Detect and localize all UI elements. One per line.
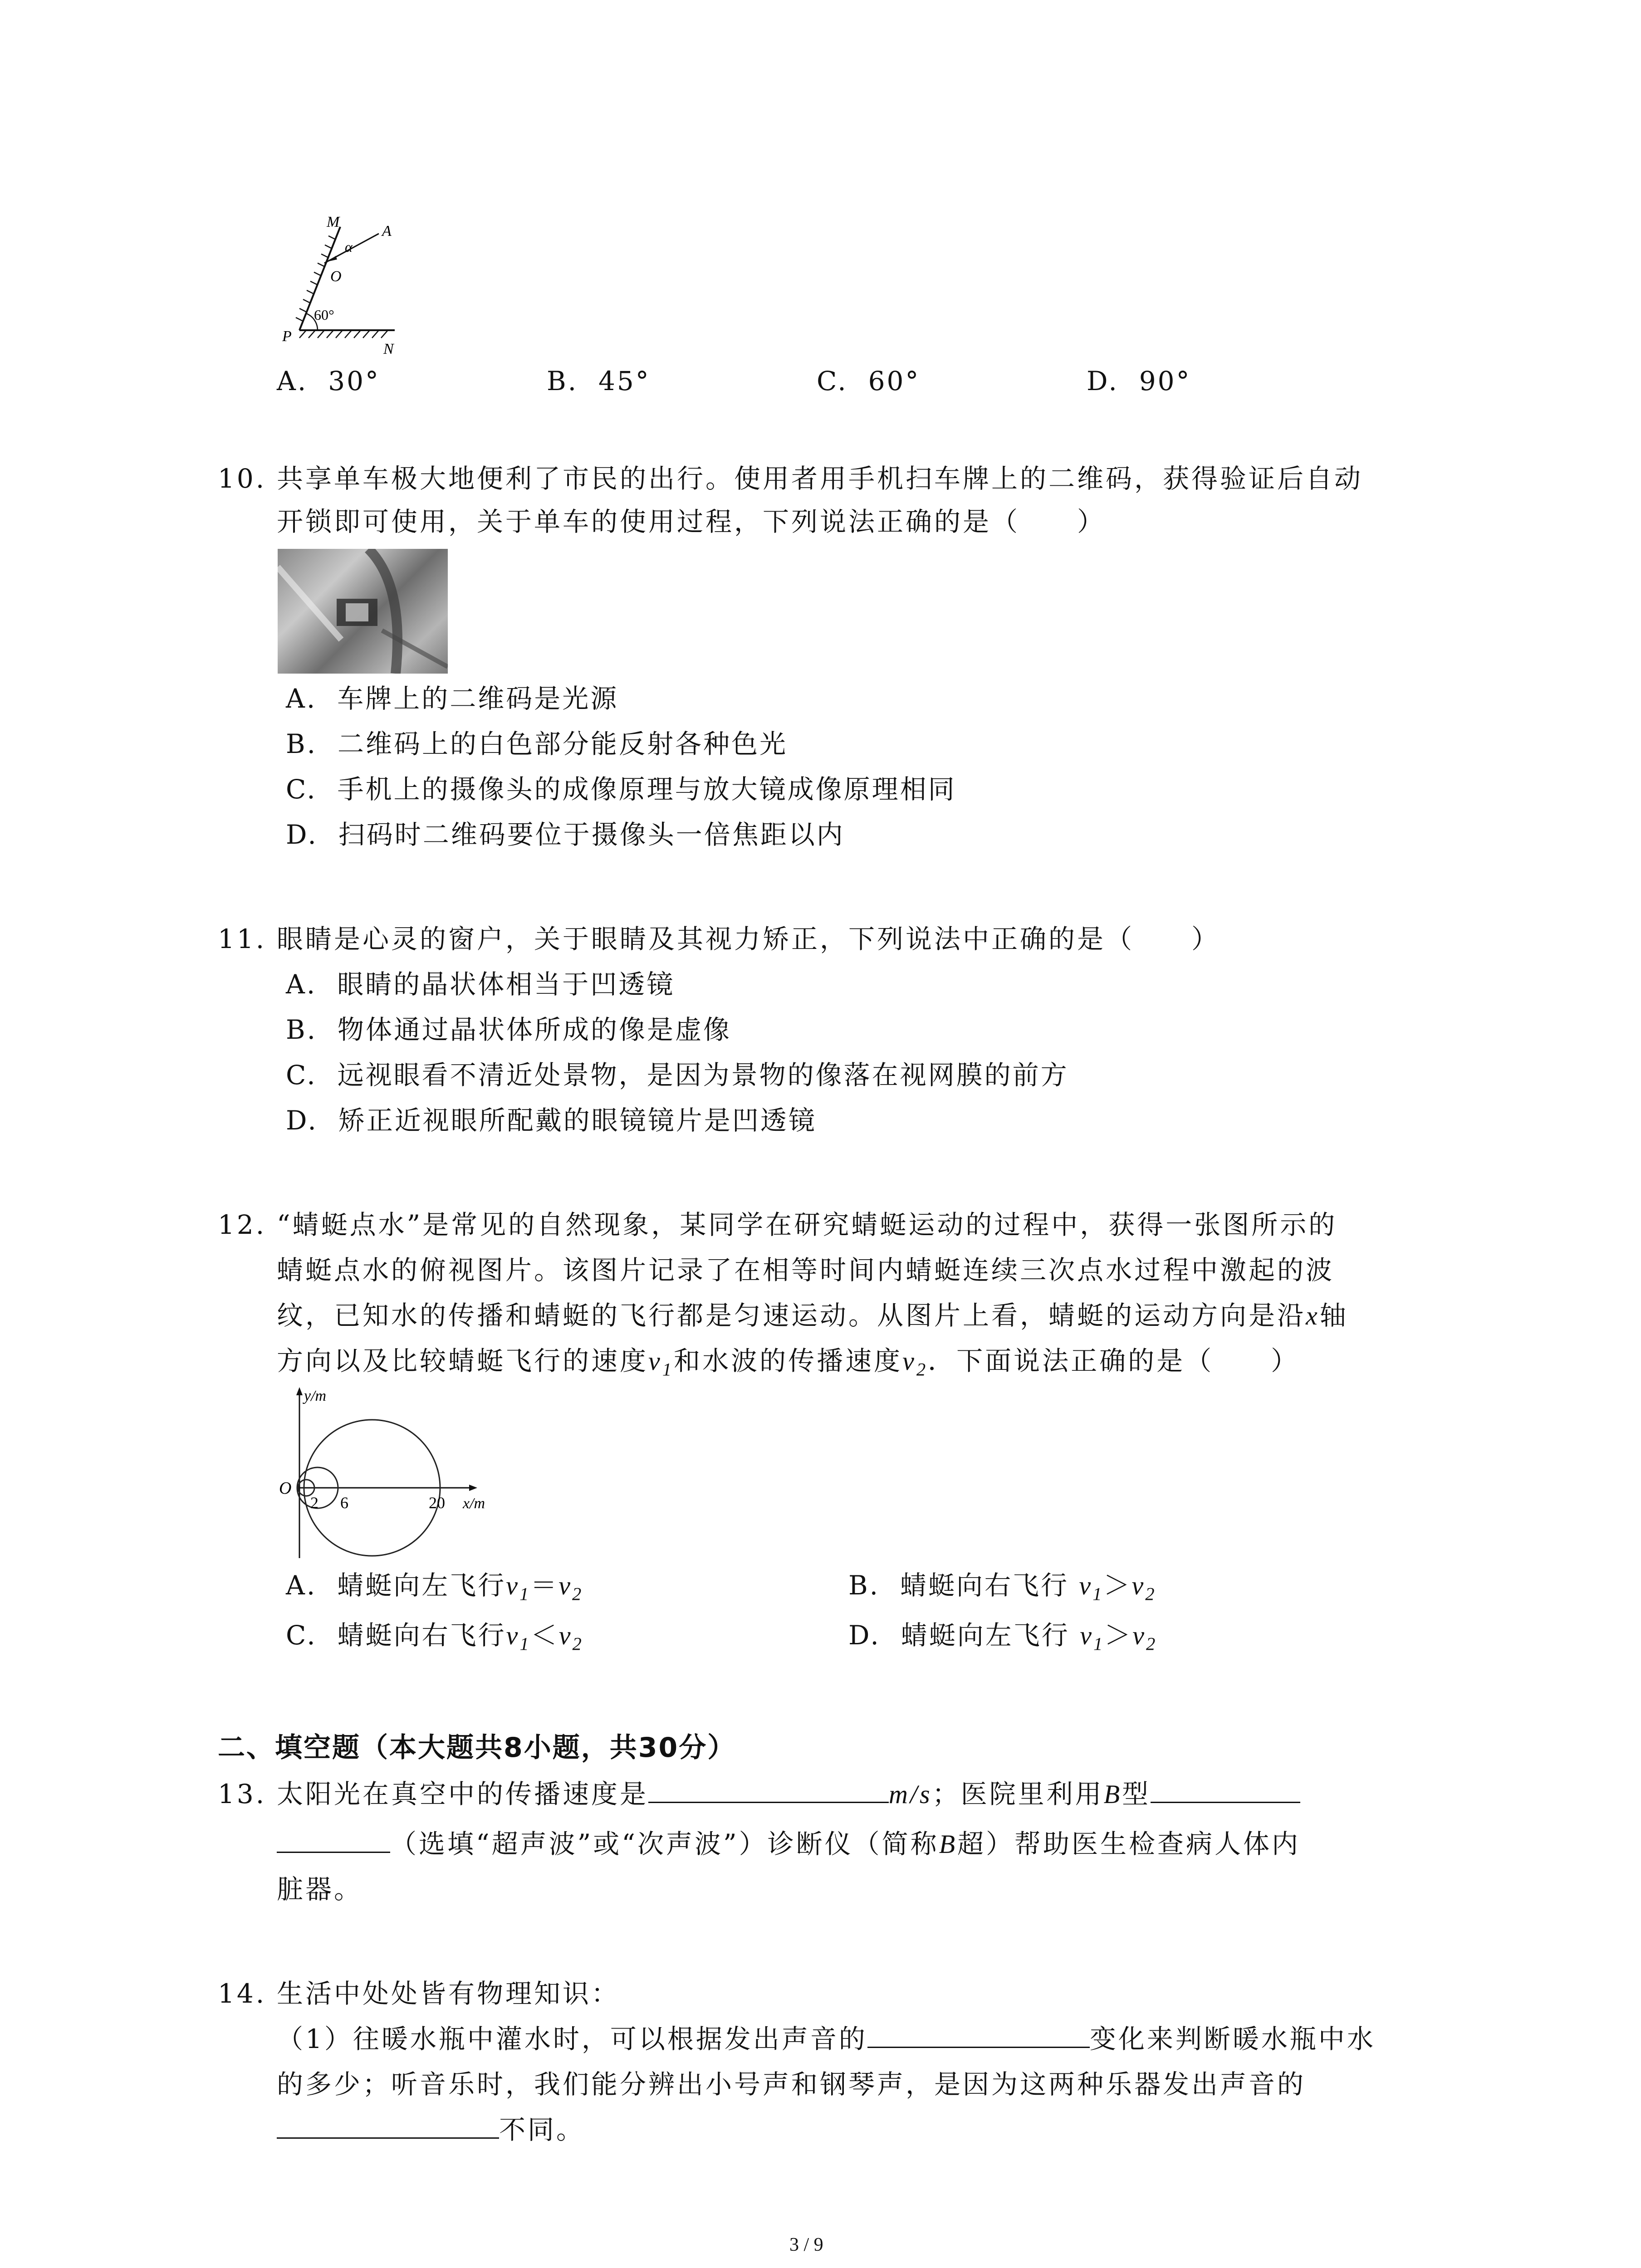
q14-part1-end: 变化来判断暖水瓶中水 [1089, 2024, 1376, 2054]
q9-reflection-figure [254, 209, 426, 363]
option-letter: A. [286, 1570, 317, 1601]
q9-label-P: P [282, 328, 292, 345]
q13-line1 [277, 1778, 1300, 1810]
q13-line2 [277, 1828, 1300, 1860]
q10-stem-line2: 开锁即可使用，关于单车的使用过程，下列说法正确的是（ ） [277, 506, 1106, 537]
q13-B-symbol: B [1103, 1779, 1122, 1809]
q9-label-O: O [330, 268, 342, 285]
q9-option-c[interactable] [817, 365, 920, 397]
q10-option-a[interactable] [286, 683, 618, 714]
q13-blank-wave-part1[interactable] [1151, 1778, 1300, 1803]
q11-stem: 眼睛是心灵的窗户，关于眼睛及其视力矫正，下列说法中正确的是（ ） [277, 924, 1220, 954]
v1-symbol: $v_1$ [506, 1621, 531, 1654]
option-letter: D. [848, 1620, 881, 1651]
q14-part1-line2: 的多少；听音乐时，我们能分辨出小号声和钢琴声，是因为这两种乐器发出声音的 [277, 2069, 1306, 2100]
q13-line1-text: 太阳光在真空中的传播速度是 [277, 1779, 649, 1809]
option-relation: ＞ [1104, 1620, 1133, 1651]
option-text: 物体通过晶状体所成的像是虚像 [337, 1014, 731, 1045]
option-letter: C. [286, 1060, 317, 1090]
q12-line3-text: 纹，已知水的传播和蜻蜓的飞行都是匀速运动。从图片上看，蜻蜓的运动方向是沿 [277, 1300, 1306, 1331]
q9-option-a[interactable] [277, 365, 380, 397]
q13-line1-mid: ；医院里利用 [932, 1779, 1104, 1809]
q14-number: 14. [218, 1978, 267, 2009]
option-letter: A. [286, 969, 317, 1000]
q14-part1-line3-end: 不同。 [499, 2114, 585, 2145]
option-letter: C. [286, 774, 317, 805]
q9-label-M: M [327, 214, 340, 230]
q10-option-c[interactable] [286, 773, 956, 805]
section-heading: 二、填空题（本大题共8小题，共30分） [218, 1732, 736, 1764]
q12-origin-label: O [279, 1479, 292, 1498]
q14-blank-timbre[interactable] [277, 2114, 499, 2139]
q12-option-c[interactable] [286, 1619, 583, 1660]
option-text: 45° [598, 366, 651, 396]
q10-option-b[interactable] [286, 728, 788, 760]
option-letter: A. [277, 366, 308, 396]
option-text: 蜻蜓向左飞行 [337, 1570, 506, 1601]
option-text: 车牌上的二维码是光源 [337, 683, 619, 714]
option-text: 手机上的摄像头的成像原理与放大镜成像原理相同 [337, 774, 956, 805]
q10-option-d[interactable] [286, 819, 845, 850]
q12-tick-20: 20 [429, 1494, 445, 1512]
q12-tick-2: 2 [310, 1494, 318, 1512]
q13-line2-text: （选填“超声波”或“次声波”）诊断仪（简称 [390, 1828, 939, 1859]
option-text: 90° [1139, 366, 1191, 396]
q12-wave-figure [272, 1383, 526, 1565]
q13-blank-wave-part2[interactable] [277, 1828, 390, 1853]
q12-option-d[interactable] [848, 1619, 1157, 1660]
v2-symbol: $v_2$ [558, 1621, 583, 1654]
q12-line4-end: ．下面说法正确的是（ ） [928, 1345, 1300, 1376]
v1-symbol: $v_1$ [1080, 1621, 1105, 1654]
q9-label-N: N [383, 341, 394, 357]
q14-part1-text: （1）往暖水瓶中灌水时，可以根据发出声音的 [277, 2024, 867, 2054]
v2-symbol: $v_2$ [1132, 1621, 1157, 1654]
q11-option-a[interactable] [286, 968, 675, 1000]
q13-blank-speed[interactable] [648, 1778, 889, 1803]
q9-label-alpha: α [345, 239, 353, 255]
option-text: 眼睛的晶状体相当于凹透镜 [337, 969, 675, 1000]
q10-bike-photo [278, 549, 448, 674]
option-text: 二维码上的白色部分能反射各种色光 [337, 728, 788, 759]
q11-option-d[interactable] [286, 1105, 817, 1136]
v1-symbol: $v_1$ [1079, 1571, 1104, 1604]
q13-number: 13. [218, 1779, 267, 1809]
q12-tick-6: 6 [340, 1494, 348, 1512]
option-text: 蜻蜓向左飞行 [901, 1620, 1080, 1651]
q12-x-label: x/m [463, 1495, 485, 1512]
q9-label-angle: 60° [314, 307, 334, 323]
option-relation: ＝ [530, 1570, 559, 1601]
bike-lock-image [278, 549, 448, 674]
option-letter: B. [286, 728, 318, 759]
q12-line4-text: 方向以及比较蜻蜓飞行的速度 [277, 1345, 649, 1376]
q12-number: 12. [218, 1209, 267, 1240]
option-text: 蜻蜓向右飞行 [900, 1570, 1079, 1601]
q12-line2: 蜻蜓点水的俯视图片。该图片记录了在相等时间内蜻蜓连续三次点水过程中激起的波 [277, 1255, 1335, 1286]
q13-line1-end: 型 [1122, 1779, 1151, 1809]
q12-line4-mid: 和水波的传播速度 [674, 1345, 903, 1376]
q11-option-b[interactable] [286, 1014, 731, 1046]
option-letter: D. [1087, 366, 1119, 396]
q9-option-d[interactable] [1087, 365, 1191, 397]
q13-line3: 脏器。 [277, 1874, 363, 1905]
option-letter: D. [286, 819, 318, 850]
q12-option-a[interactable] [286, 1569, 583, 1610]
q12-line4 [277, 1345, 1299, 1386]
q11-option-c[interactable] [286, 1059, 1069, 1091]
q14-part1-line3 [277, 2114, 585, 2146]
q12-line1: “蜻蜓点水”是常见的自然现象，某同学在研究蜻蜓运动的过程中，获得一张图所示的 [277, 1209, 1337, 1240]
option-text: 30° [328, 366, 381, 396]
q12-y-label: y/m [304, 1388, 327, 1404]
q12-line3-end: 轴 [1319, 1300, 1348, 1331]
x-axis-symbol: x [1306, 1301, 1320, 1330]
q13-unit: m/s [889, 1779, 932, 1809]
option-relation: ＞ [1103, 1570, 1132, 1601]
option-letter: B. [286, 1014, 318, 1045]
q10-number: 10. [218, 463, 267, 494]
page-number: 3 / 9 [789, 2234, 823, 2255]
option-text: 矫正近视眼所配戴的眼镜镜片是凹透镜 [338, 1105, 817, 1136]
option-letter: B. [848, 1570, 880, 1601]
v2-symbol: $v_2$ [558, 1571, 583, 1604]
option-text: 远视眼看不清近处景物，是因为景物的像落在视网膜的前方 [337, 1060, 1069, 1090]
option-text: 扫码时二维码要位于摄像头一倍焦距以内 [338, 819, 845, 850]
option-letter: A. [286, 683, 317, 714]
q14-blank-pitch[interactable] [867, 2023, 1090, 2048]
v1-symbol: $v_1$ [506, 1571, 531, 1604]
v2-symbol: $v_2$ [1132, 1571, 1156, 1604]
option-letter: C. [817, 366, 848, 396]
q12-option-b[interactable] [848, 1569, 1156, 1610]
option-letter: D. [286, 1105, 318, 1136]
q12-line3 [277, 1300, 1348, 1332]
q11-number: 11. [218, 924, 267, 954]
q9-option-b[interactable] [547, 365, 651, 397]
v2-symbol: $v_2$ [902, 1346, 928, 1380]
q13-B-symbol: B [939, 1829, 958, 1859]
option-text: 60° [868, 366, 921, 396]
option-text: 蜻蜓向右飞行 [337, 1620, 506, 1651]
q13-line2-end: 超）帮助医生检查病人体内 [957, 1828, 1301, 1859]
option-letter: C. [286, 1620, 317, 1651]
q10-stem-line1: 共享单车极大地便利了市民的出行。使用者用手机扫车牌上的二维码，获得验证后自动 [277, 463, 1363, 494]
option-letter: B. [547, 366, 578, 396]
q14-stem: 生活中处处皆有物理知识： [277, 1978, 620, 2009]
option-relation: ＜ [530, 1620, 559, 1651]
q9-label-A: A [382, 223, 392, 240]
v1-symbol: $v_1$ [648, 1346, 674, 1380]
q14-part1-line1 [277, 2023, 1376, 2055]
